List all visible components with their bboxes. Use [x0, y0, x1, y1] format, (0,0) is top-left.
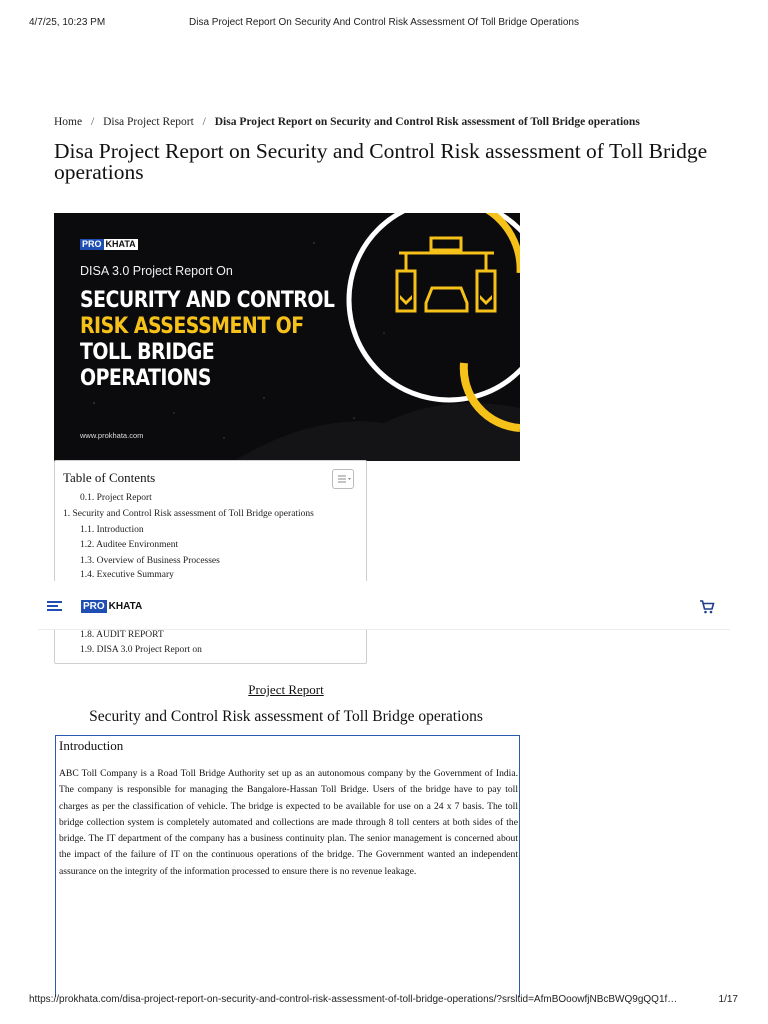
banner-subtitle: DISA 3.0 Project Report On	[80, 264, 233, 278]
toc-item[interactable]: 0.1. Project Report	[80, 493, 152, 503]
toc-item[interactable]: 1.1. Introduction	[80, 525, 144, 535]
print-timestamp: 4/7/25, 10:23 PM	[29, 17, 106, 28]
banner-brand-pro: PRO	[82, 239, 102, 249]
breadcrumb-current: Disa Project Report on Security and Control Risk assessment of Toll Bridge operations	[214, 116, 640, 128]
banner-heading-line-1: SECURITY AND CONTROL	[80, 288, 335, 313]
toc-title: Table of Contents	[63, 470, 156, 485]
introduction-section	[55, 735, 520, 997]
list-toggle-icon	[333, 470, 353, 488]
breadcrumb-parent-link[interactable]: Disa Project Report	[103, 116, 194, 128]
toc-item[interactable]: 1. Security and Control Risk assessment of Toll Bridge operations	[63, 509, 314, 519]
menu-icon[interactable]	[47, 600, 63, 612]
print-header	[0, 17, 768, 31]
site-logo-pro: PRO	[83, 601, 105, 612]
banner-heading-line-3: TOLL BRIDGE	[80, 340, 215, 365]
toc-item[interactable]: 1.8. AUDIT REPORT	[80, 630, 164, 640]
banner-website: www.prokhata.com	[80, 431, 144, 440]
print-title: Disa Project Report On Security And Control Risk Assessment Of Toll Bridge Operations	[189, 17, 579, 28]
site-logo-khata: KHATA	[108, 601, 143, 612]
toc-item[interactable]: 1.3. Overview of Business Processes	[80, 556, 220, 566]
site-logo[interactable]	[81, 600, 144, 613]
toc-item[interactable]: 1.4. Executive Summary	[80, 570, 174, 580]
toc-item[interactable]: 1.2. Auditee Environment	[80, 540, 179, 550]
banner-brand-logo	[80, 239, 138, 250]
sticky-site-header	[38, 581, 730, 630]
banner-brand-khata: KHATA	[105, 239, 136, 249]
print-footer	[0, 994, 768, 1008]
cart-icon[interactable]	[699, 599, 715, 614]
table-of-contents	[54, 460, 367, 664]
print-page-number: 1/17	[718, 994, 738, 1005]
breadcrumb-separator: /	[90, 116, 95, 128]
breadcrumb-home-link[interactable]: Home	[54, 116, 83, 128]
page-title: Disa Project Report on Security and Control Risk assessment of Toll Bridge operations	[54, 139, 708, 184]
breadcrumb-separator: /	[202, 116, 206, 128]
toc-toggle-button[interactable]	[332, 469, 354, 489]
featured-banner-image	[54, 213, 520, 461]
introduction-paragraph: ABC Toll Company is a Road Toll Bridge Authority set up as an autonomous company by the Government of India. The company is responsible for managing the Bangalore-Hassan Toll Bridge. Users of the bridge have to pay toll charges as per the classification of vehicle. The bridge is expected to be available for use on a 24 x 7 basis. The toll bridge collection system is completely automated and collections are made through 8 toll centers at both sides of the bridge. The IT department of the company has a business continuity plan. The senior management is concerned about the impact of the failure of IT on the continuous operations of the bridge. The Government wanted an independent assurance on the integrity of the information processed to ensure there is no revenue leakage.	[59, 768, 518, 877]
banner-heading-line-2: RISK ASSESSMENT OF	[80, 314, 304, 339]
project-report-link[interactable]: Project Report	[248, 682, 324, 697]
print-url: https://prokhata.com/disa-project-report-on-security-and-control-risk-assessment-of-toll-bridge-operations/?srsltid=AfmBOoowfjNBcBWQ9gQQ1f…	[29, 994, 678, 1005]
section-heading: Security and Control Risk assessment of Toll Bridge operations	[89, 708, 483, 725]
introduction-heading: Introduction	[59, 738, 124, 753]
banner-heading-line-4: OPERATIONS	[80, 366, 211, 391]
breadcrumb	[54, 116, 640, 128]
toc-item[interactable]: 1.9. DISA 3.0 Project Report on	[80, 645, 202, 655]
